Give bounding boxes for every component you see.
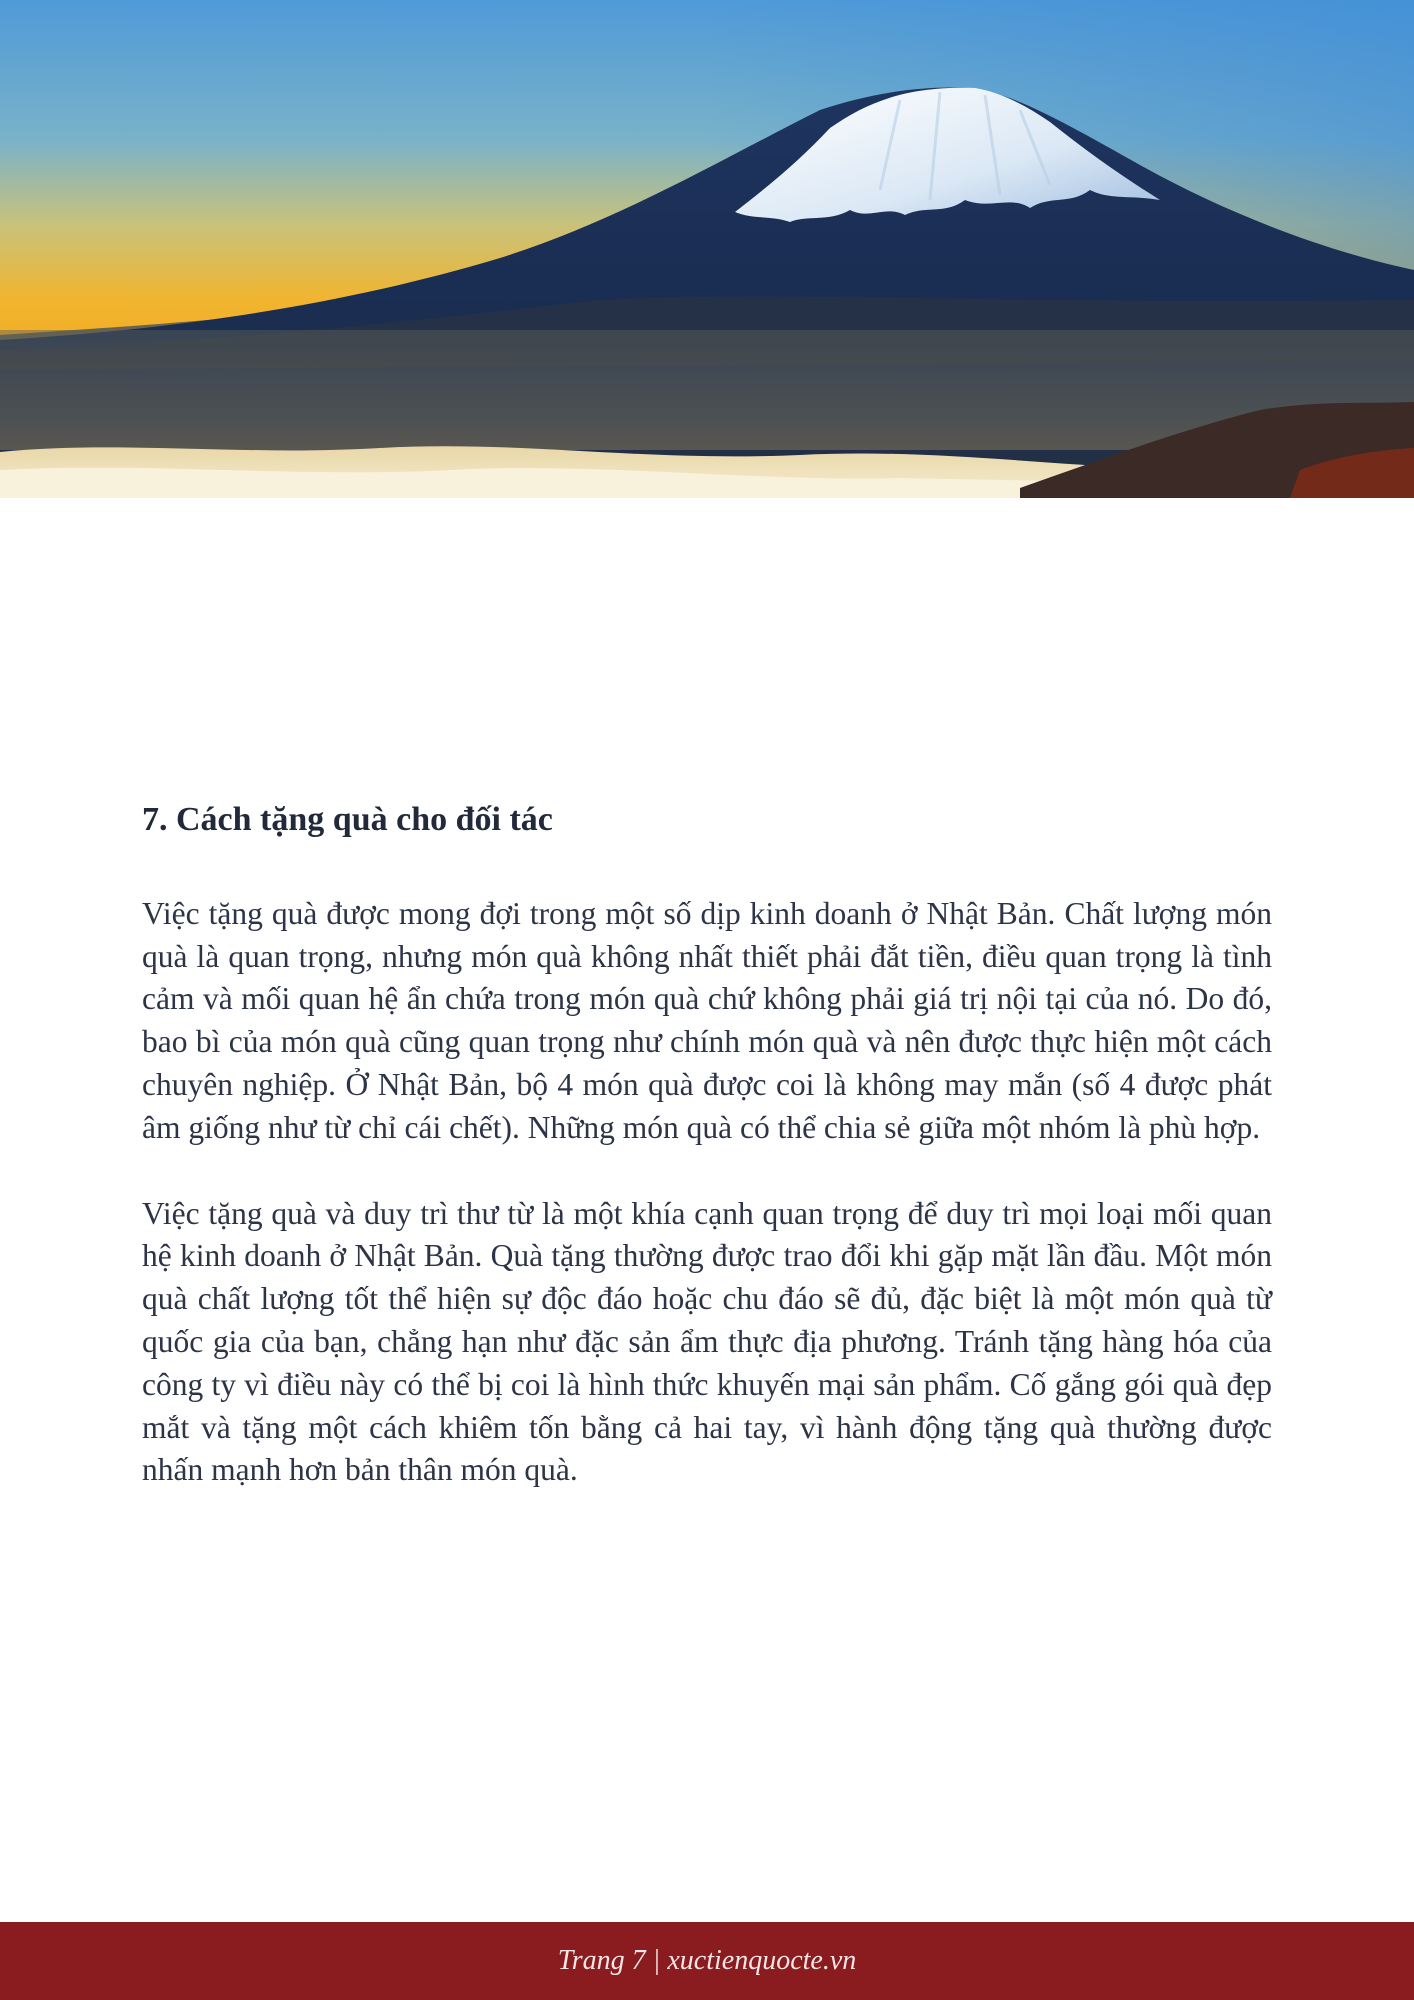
paragraph: Việc tặng quà được mong đợi trong một số dịp kinh doanh ở Nhật Bản. Chất lượng món quà là quan trọng, nhưng món quà không nhất thiết phải đắt tiền, điều quan trọng là tình cảm và mối quan hệ ẩn chứa trong món quà chứ không phải giá trị nội tại của nó. Do đó, bao bì của món quà cũng quan trọng như chính món quà và nên được thực hiện một cách chuyên nghiệp. Ở Nhật Bản, bộ 4 món quà được coi là không may mắn (số 4 được phát âm giống như từ chỉ cái chết). Những món quà có thể chia sẻ giữa một nhóm là phù hợp.	[142, 895, 1272, 1145]
section-heading: 7. Cách tặng quà cho đối tác	[142, 801, 553, 838]
footer-page-number: Trang 7 | xuctienquocte.vn	[557, 1945, 857, 1976]
mountain-landscape-illustration	[0, 0, 1414, 498]
paragraph: Việc tặng quà và duy trì thư từ là một khía cạnh quan trọng để duy trì mọi loại mối quan hệ kinh doanh ở Nhật Bản. Quà tặng thường được trao đổi khi gặp mặt lần đầu. Một món quà chất lượng tốt thể hiện sự độc đáo hoặc chu đáo sẽ đủ, đặc biệt là một món quà từ quốc gia của bạn, chẳng hạn như đặc sản ẩm thực địa phương. Tránh tặng hàng hóa của công ty vì điều này có thể bị coi là hình thức khuyến mại sản phẩm. Cố gắng gói quà đẹp mắt và tặng một cách khiêm tốn bằng cả hai tay, vì hành động tặng quà thường được nhấn mạnh hơn bản thân món quà.	[142, 1195, 1272, 1488]
page-footer	[0, 1922, 1414, 2000]
hero-image-mount-fuji	[0, 0, 1414, 498]
article-section	[142, 800, 1272, 1535]
